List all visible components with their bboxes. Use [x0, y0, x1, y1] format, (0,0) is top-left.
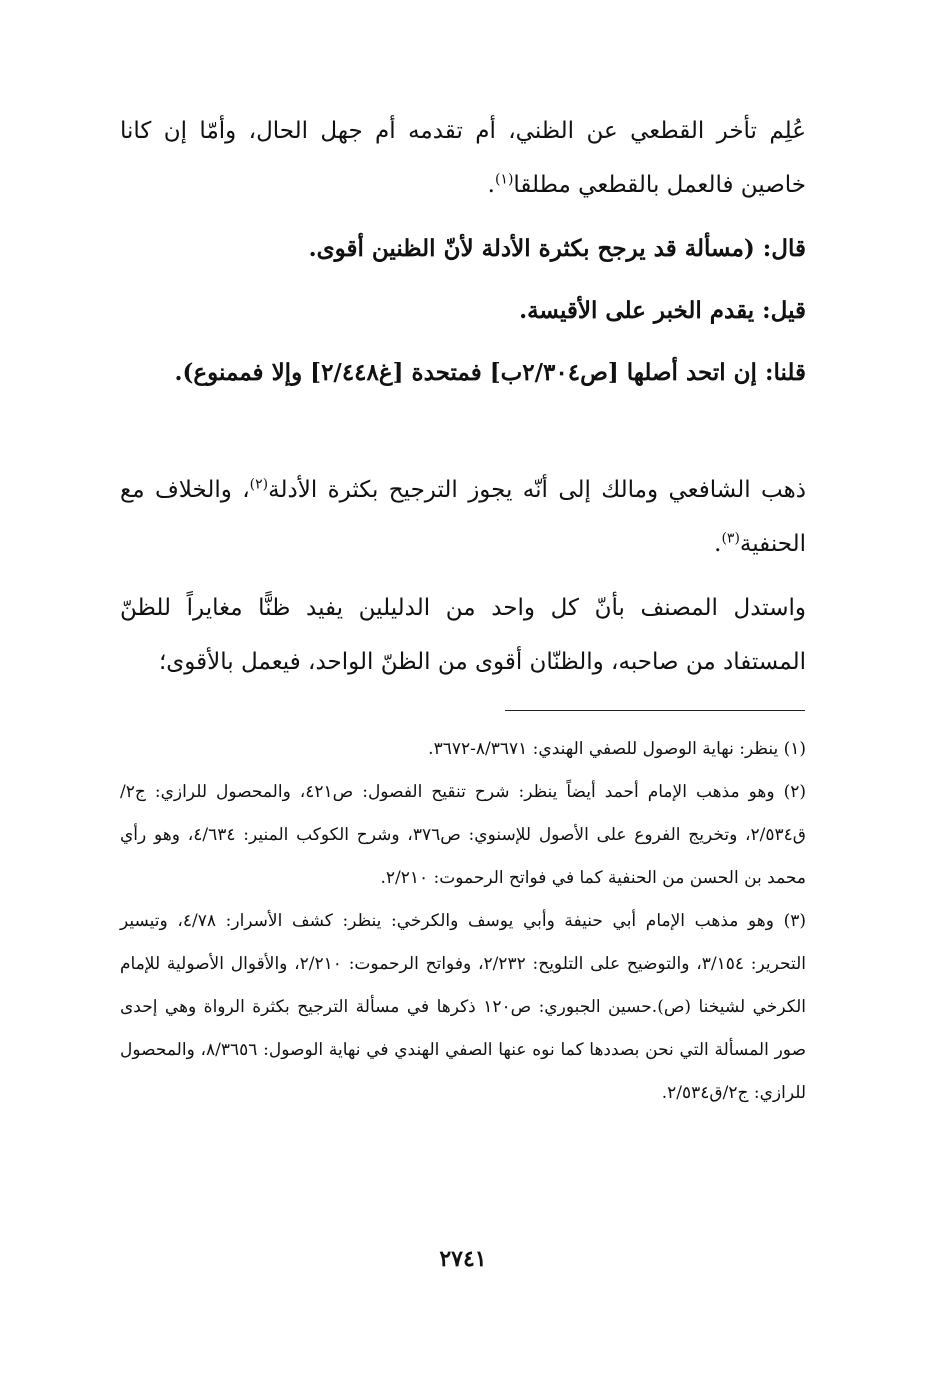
page-number: ٢٧٤١	[439, 1246, 487, 1272]
footnote-ref-3: (٣)	[721, 530, 740, 547]
paragraph-text: ذهب الشافعي ومالك إلى أنّه يجوز الترجيح بكثرة الأدلة	[268, 477, 806, 503]
body-paragraph-2	[120, 222, 806, 276]
body-paragraph-6	[120, 581, 806, 689]
body-paragraph-1: عُلِم تأخر القطعي عن الظني، أم تقدمه أم جهل الحال، وأمّا إن كانا خاصين فالعمل بالقطعي مطلقا$^{(١)}$.	[120, 118, 806, 198]
paragraph-text: قلنا: إن اتحد أصلها [ص٢/٣٠٤ب] فمتحدة [غ٢/٤٤٨] وإلا فممنوع).	[174, 359, 806, 386]
footnote-3: (٣) وهو مذهب الإمام أبي حنيفة وأبي يوسف والكرخي: ينظر: كشف الأسرار: ٤/٧٨، وتيسير التحرير: ٣/١٥٤، والتوضيح على التلويح: ٢/٢٣٢، وفواتح الرحموت: ٢/٢١٠، والأقوال الأصولية للإمام الكرخي لشيخنا (ص).حسين الجبوري: ص١٢٠ ذكرها في مسألة الترجيح بكثرة الرواة وهي إحدى صور المسألة التي نحن بصددها كما نوه عنها الصفي الهندي في نهاية الوصول: ٨/٣٦٥٦، والمحصول للرازي: ج٢/ق٢/٥٣٤.	[120, 911, 807, 1103]
footnote-ref-1: (١)	[494, 171, 514, 188]
body-paragraph-4	[120, 346, 806, 400]
paragraph-text: قيل: يقدم الخبر على الأقيسة.	[519, 297, 806, 324]
footnote-2: (٢) وهو مذهب الإمام أحمد أيضاً ينظر: شرح تنقيح الفصول: ص٤٢١، والمحصول للرازي: ج٢/ق٢/٥٣٤، وتخريج الفروع على الأصول للإسنوي: ص٣٧٦، وشرح الكوكب المنير: ٤/٦٣٤، وهو رأي محمد بن الحسن من الحنفية كما في فواتح الرحموت: ٢/٢١٠.	[120, 782, 806, 888]
footnote-divider	[505, 710, 805, 711]
footnotes	[120, 728, 806, 1115]
footnote-1: (١) ينظر: نهاية الوصول للصفي الهندي: ٨/٣٦٧١-٣٦٧٢.	[428, 739, 806, 759]
paragraph-text: قال: (مسألة قد يرجح بكثرة الأدلة لأنّ الظنين أقوى.	[308, 235, 806, 262]
paragraph-text: واستدل المصنف بأنّ كل واحد من الدليلين يفيد ظنًّا مغايراً للظنّ المستفاد من صاحبه، والظنّان أقوى من الظنّ الواحد، فيعمل بالأقوى؛	[120, 595, 806, 675]
paragraph-text: عُلِم تأخر القطعي عن الظني، أم تقدمه أم جهل الحال، وأمّا إن كانا خاصين فالعمل بالقطعي مطلقا	[120, 118, 806, 198]
footnote-ref-2: (٢)	[249, 476, 269, 493]
body-paragraph-5: ذهب الشافعي ومالك إلى أنّه يجوز الترجيح بكثرة الأدلة$^{(٢)}$، والخلاف مع الحنفية$^{(٣)}$.	[120, 476, 806, 557]
body-paragraph-3	[120, 284, 806, 338]
